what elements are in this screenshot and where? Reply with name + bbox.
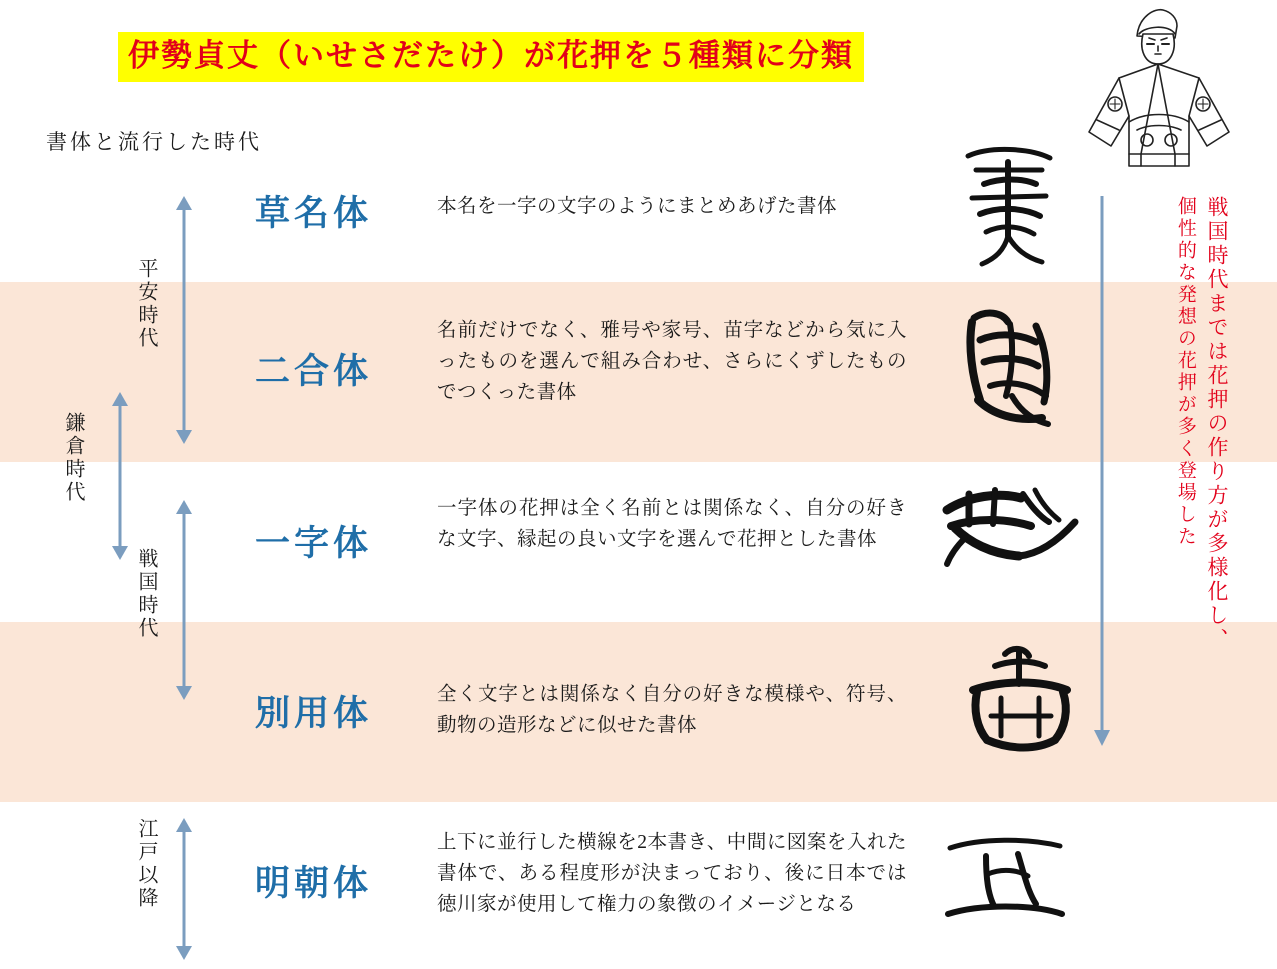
era-arrow-kamakura xyxy=(108,392,132,560)
title-container xyxy=(118,32,864,82)
kao-glyph-nigotai xyxy=(950,300,1070,430)
right-commentary-line-1: 戦国時代までは花押の作り方が多様化し、 xyxy=(1205,196,1229,652)
right-commentary-line-2: 個性的な発想の花押が多く登場した xyxy=(1174,196,1196,548)
trend-arrow-down xyxy=(1090,196,1114,746)
style-description-sonatai: 本名を一字の文字のようにまとめあげた書体 xyxy=(437,196,838,217)
samurai-illustration-icon xyxy=(1059,4,1259,172)
style-name-betsuyotai: 別用体 xyxy=(255,694,373,733)
style-description-nigotai: 名前だけでなく、雅号や家号、苗字などから気に入ったものを選んで組み合わせ、さらにくずしたものでつくった書体 xyxy=(437,320,907,403)
era-arrow-sengoku xyxy=(172,500,196,700)
era-label-heian: 平安時代 xyxy=(135,258,157,350)
style-description-betsuyotai: 全く文字とは関係なく自分の好きな模様や、符号、動物の造形などに似せた書体 xyxy=(437,684,907,736)
kao-glyph-sonatai xyxy=(950,140,1070,270)
subtitle: 書体と流行した時代 xyxy=(46,130,262,154)
style-name-sonatai: 草名体 xyxy=(255,194,373,233)
style-description-minchotai: 上下に並行した横線を2本書き、中間に図案を入れた書体で、ある程度形が決まっており、後に日本では徳川家が使用して権力の象徴のイメージとなる xyxy=(437,832,907,915)
right-commentary xyxy=(1173,196,1229,756)
era-label-sengoku: 戦国時代 xyxy=(135,548,157,640)
kao-glyph-betsuyotai xyxy=(955,640,1085,760)
era-label-edo: 江戸以降 xyxy=(135,818,157,910)
kao-glyph-minchotai xyxy=(940,830,1070,940)
style-name-minchotai: 明朝体 xyxy=(255,864,373,903)
era-arrow-edo xyxy=(172,818,196,960)
era-arrow-heian xyxy=(172,196,196,444)
kao-glyph-ichijitai xyxy=(935,480,1085,580)
style-name-ichijitai: 一字体 xyxy=(255,524,373,563)
page-title: 伊勢貞丈（いせさだたけ）が花押を５種類に分類 xyxy=(118,32,864,82)
era-label-kamakura: 鎌倉時代 xyxy=(62,412,84,504)
style-name-nigotai: 二合体 xyxy=(255,352,373,391)
style-description-ichijitai: 一字体の花押は全く名前とは関係なく、自分の好きな文字、縁起の良い文字を選んで花押とした書体 xyxy=(437,498,907,550)
